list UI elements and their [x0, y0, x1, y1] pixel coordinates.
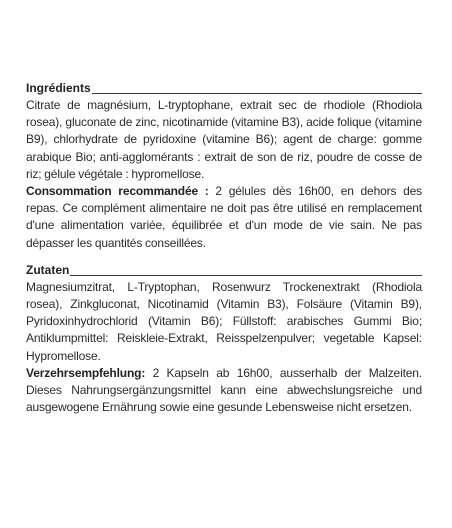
dosage-paragraph-de: [26, 365, 422, 417]
dosage-text-de: 2 Kapseln ab 16h00, ausserhalb der Malzeiten. Dieses Nahrungsergänzungsmittel kann eine abwechslungsreiche und ausgewogene Ernährung sowie eine gesunde Lebensweise nicht ersetzen.: [26, 365, 422, 415]
dosage-label-fr: Consommation recommandée :: [26, 184, 209, 199]
product-label-text: [26, 80, 422, 416]
dosage-label-de: Verzehrsempfehlung:: [26, 365, 146, 380]
ingredients-text-de: Magnesiumzitrat, L-Tryptophan, Rosenwurz Trockenextrakt (Rhodiola rosea), Zinkgluconat, Nicotinamid (Vitamin B3), Folsäure (Vitamin B9), Pyridoxinhydrochlorid (Vitamin B6); Füllstoff: arabisches Gummi Bio; Antiklumpmittel: Reiskleie-Extrakt, Reisspelzenpulver; vegetable Kapsel: Hypromellose.: [26, 279, 422, 363]
dosage-paragraph-fr: [26, 183, 422, 252]
section-heading-de: [26, 262, 422, 279]
heading-rule-fr: [92, 93, 422, 94]
heading-ingredients-fr: Ingrédients: [26, 81, 91, 95]
section-gap: [26, 252, 422, 262]
heading-rule-de: [70, 275, 422, 276]
heading-ingredients-de: Zutaten: [26, 262, 70, 277]
ingredients-text-fr: Citrate de magnésium, L-tryptophane, extrait sec de rhodiole (Rhodiola rosea), gluconate de zinc, nicotinamide (vitamine B3), acide folique (vitamine B9), chlorhydrate de pyridoxine (vitamine B6); agent de charge: gomme arabique Bio; anti-agglomérants : extrait de son de riz, poudre de cosse de riz; gélule végétale : hypromellose.: [26, 98, 422, 181]
dosage-text-fr: 2 gélules dès 16h00, en dehors des repas. Ce complément alimentaire ne doit pas être utilisé en remplacement d'une alimentation variée, équilibrée et d'un mode de vie sain. Ne pas dépasser les quantités conseillées.: [26, 184, 422, 250]
section-heading-fr: [26, 80, 422, 97]
